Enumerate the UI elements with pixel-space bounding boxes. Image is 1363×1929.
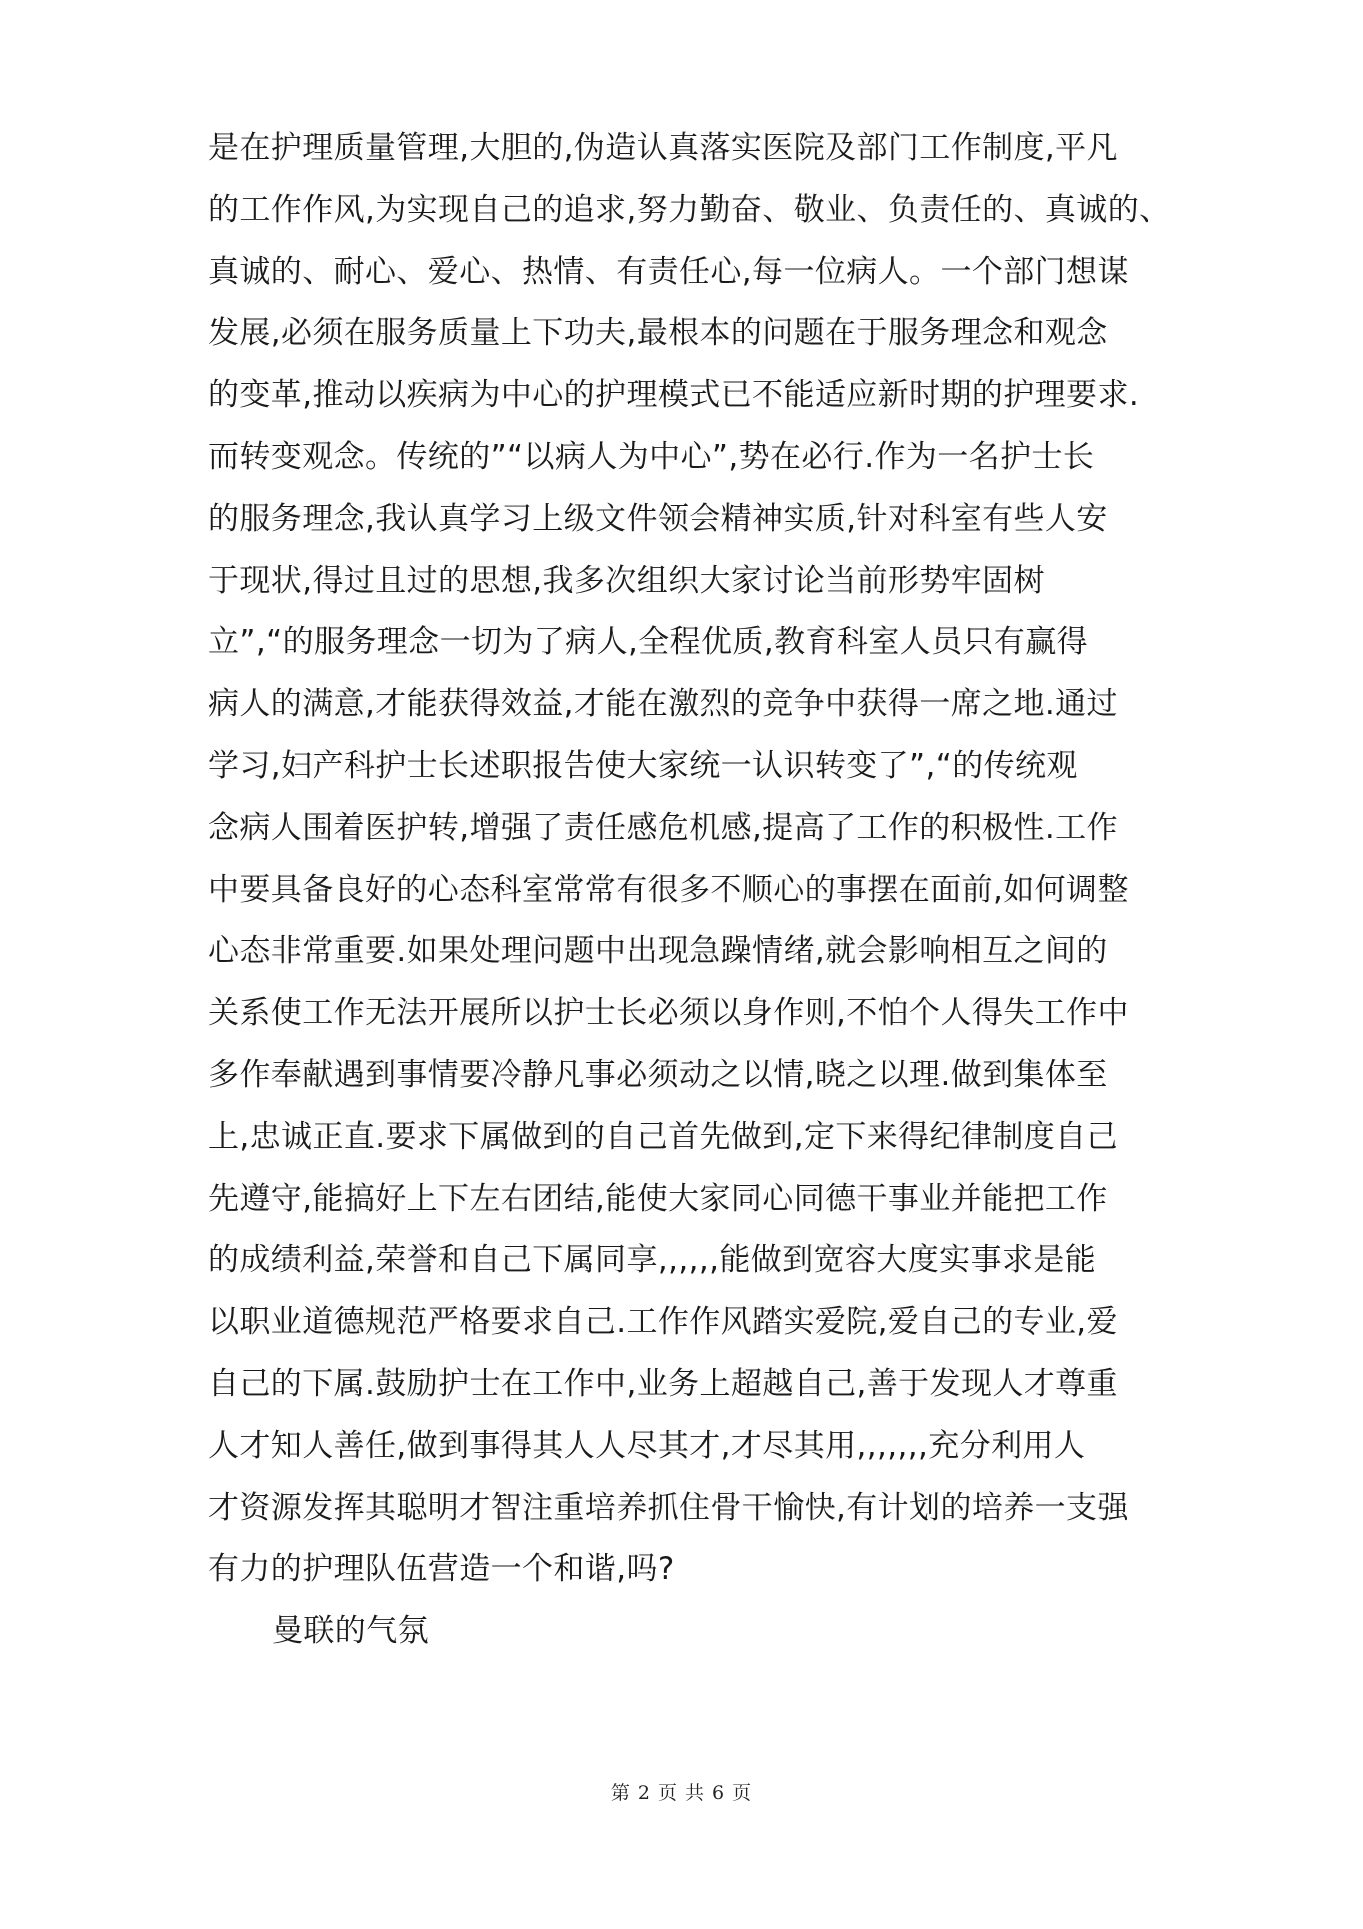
text-line: 心态非常重要.如果处理问题中出现急躁情绪,就会影响相互之间的 [208,933,1108,970]
page-number-footer: 第 2 页 共 6 页 [610,1782,753,1804]
text-line: 才资源发挥其聪明才智注重培养抓住骨干愉快,有计划的培养一支强 [208,1489,1129,1526]
text-line: 发展,必须在服务质量上下功夫,最根本的问题在于服务理念和观念 [208,315,1108,352]
text-line: 是在护理质量管理,大胆的,伪造认真落实医院及部门工作制度,平凡 [208,130,1118,166]
text-line: 上,忠诚正直.要求下属做到的自己首先做到,定下来得纪律制度自己 [208,1118,1118,1155]
text-line: 病人的满意,才能获得效益,才能在激烈的竞争中获得一席之地.通过 [208,686,1118,723]
text-line: 的工作作风,为实现自己的追求,努力勤奋、敬业、负责任的、真诚的、 [208,191,1171,228]
text-line: 立”,“的服务理念一切为了病人,全程优质,教育科室人员只有赢得 [208,624,1089,661]
indented-text-line: 曼联的气氛 [272,1613,429,1650]
text-line: 先遵守,能搞好上下左右团结,能使大家同心同德干事业并能把工作 [208,1180,1108,1217]
text-line: 中要具备良好的心态科室常常有很多不顺心的事摆在面前,如何调整 [208,871,1129,908]
text-line: 念病人围着医护转,增强了责任感危机感,提高了工作的积极性.工作 [208,809,1118,846]
text-line: 真诚的、耐心、爱心、热情、有责任心,每一位病人。一个部门想谋 [208,253,1129,290]
document-body [208,118,1188,1663]
text-line: 人才知人善任,做到事得其人人尽其才,才尽其用,,,,,,,充分利用人 [208,1427,1086,1464]
text-line: 学习,妇产科护士长述职报告使大家统一认识转变了”,“的传统观 [208,747,1078,784]
text-line: 的服务理念,我认真学习上级文件领会精神实质,针对科室有些人安 [208,500,1108,537]
text-line: 而转变观念。传统的”“以病人为中心”,势在必行.作为一名护士长 [208,438,1095,475]
text-line: 以职业道德规范严格要求自己.工作作风踏实爱院,爱自己的专业,爱 [208,1304,1118,1341]
text-line: 于现状,得过且过的思想,我多次组织大家讨论当前形势牢固树 [208,562,1045,599]
text-line: 关系使工作无法开展所以护士长必须以身作则,不怕个人得失工作中 [208,995,1129,1032]
text-line: 多作奉献遇到事情要冷静凡事必须动之以情,晓之以理.做到集体至 [208,1056,1108,1093]
text-line: 有力的护理队伍营造一个和谐,吗? [208,1551,675,1588]
text-line: 的变革,推动以疾病为中心的护理模式已不能适应新时期的护理要求. [208,377,1140,414]
text-line: 自己的下属.鼓励护士在工作中,业务上超越自己,善于发现人才尊重 [208,1365,1118,1402]
text-line: 的成绩利益,荣誉和自己下属同享,,,,,,能做到宽容大度实事求是能 [208,1242,1097,1279]
